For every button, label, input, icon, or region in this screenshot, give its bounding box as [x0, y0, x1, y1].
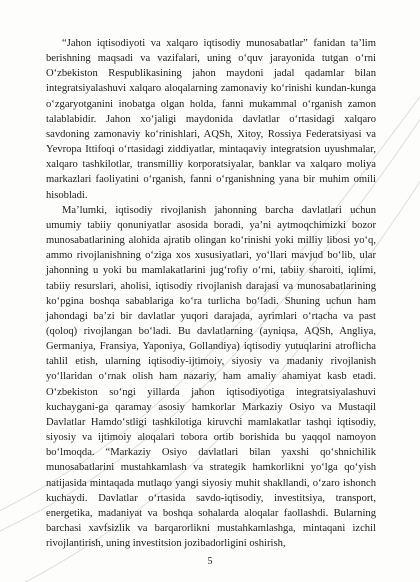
body-text — [46, 36, 376, 551]
paragraph-2: Ma’lumki, iqtisodiy rivojlanish jahonning barcha davlatlari uchun umumiy tabiiy qonuniyatlar asosida boradi, ya’ni aytmoqchimizki bozor munosabatlarining alohida ajratib olingan ko‘rinishi yoki milliy libosi yo‘q, ammo rivojlanishning o‘ziga xos xususiyatlari, yo‘llari mavjud bo‘lib, ular jahonning u yoki bu mamlakatlarini jug‘rofiy o‘rni, tabiiy sharoiti, iqlimi, tabiiy resurslari, aholisi, iqtisodiy rivojlanish darajasi va munosabatlarining ko‘pgina boshqa sabablariga ko‘ra turlicha bo‘ladi. Shuning uchun ham jahondagi ba’zi bir davlatlar yuqori darajada, ayrimlari o‘rtacha va past (qoloq) rivojlangan bo‘ladi. Bu davlatlarning (ayniqsa, AQSh, Angliya, Germaniya, Fransiya, Yaponiya, Gollandiya) iqtisodiy yutuqlarini atroflicha tahlil etish, ularning iqtisodiy-ijtimoiy, siyosiy va madaniy rivojlanish yo‘llaridan o‘rnak olish ham nazariy, ham amaliy ahamiyat kasb etadi. O‘zbekiston so‘ngi yillarda jahon iqtisodiyotiga integratsiyalashuvi kuchaygani-ga qaramay asosiy hamkorlar Markaziy Osiyo va Mustaqil Davlatlar Hamdo‘stligi tashkilotiga kiruvchi mamlakatlar tashqi iqtisodiy, siyosiy va ijtimoiy aloqalari tobora ortib borishida bu yaqqol namoyon bo‘lmoqda. “Markaziy Osiyo davlatlari bilan yaxshi qo‘shnichilik munosabatlarini mustahkamlash va strategik hamkorlikni yo‘lga qo‘yish natijasida mintaqada mutlaqo yangi siyosiy muhit shakllandi, o‘zaro ishonch kuchaydi. Davlatlar o‘rtasida savdo-iqtisodiy, investitsiya, transport, energetika, madaniyat va boshqa sohalarda aloqalar faollashdi. Bularning barchasi xavfsizlik va barqarorlikni mustahkamlashga, mintaqani izchil rivojlantirish, uning investitsion jozibadorligini oshirish, — [46, 204, 376, 550]
page-number: 5 — [207, 556, 213, 567]
paragraph-1: “Jahon iqtisodiyoti va xalqaro iqtisodiy munosabatlar” fanidan ta’lim berishning maqsadi va vazifalari, uning o‘quv jarayonida tutgan o‘rni O‘zbekiston Respublikasining jahon maydoni jadal qadamlar bilan integratsiyalashuvi xalqaro aloqalarning zamonaviy ko‘rinishi kundan-kunga o‘zgaryotganini inobatga olgan holda, fanni mukammal o‘rganish zamon talablabidir. Jahon xo‘jaligi maydonida davlatlar o‘rtasidagi xalqaro savdoning zamonaviy ko‘rinishlari, AQSh, Xitoy, Rossiya Federatsiyasi va Yevropa Ittifoqi o‘rtasidagi ziddiyatlar, mintaqaviy integratsion uyushmalar, xalqaro tashkilotlar, transmilliy korporatsiyalar, banklar va xalqaro moliya markazlari faoliyatini o‘rganish, fanni o‘rganishning yana bir muhim omili hisobladi. — [46, 38, 376, 201]
